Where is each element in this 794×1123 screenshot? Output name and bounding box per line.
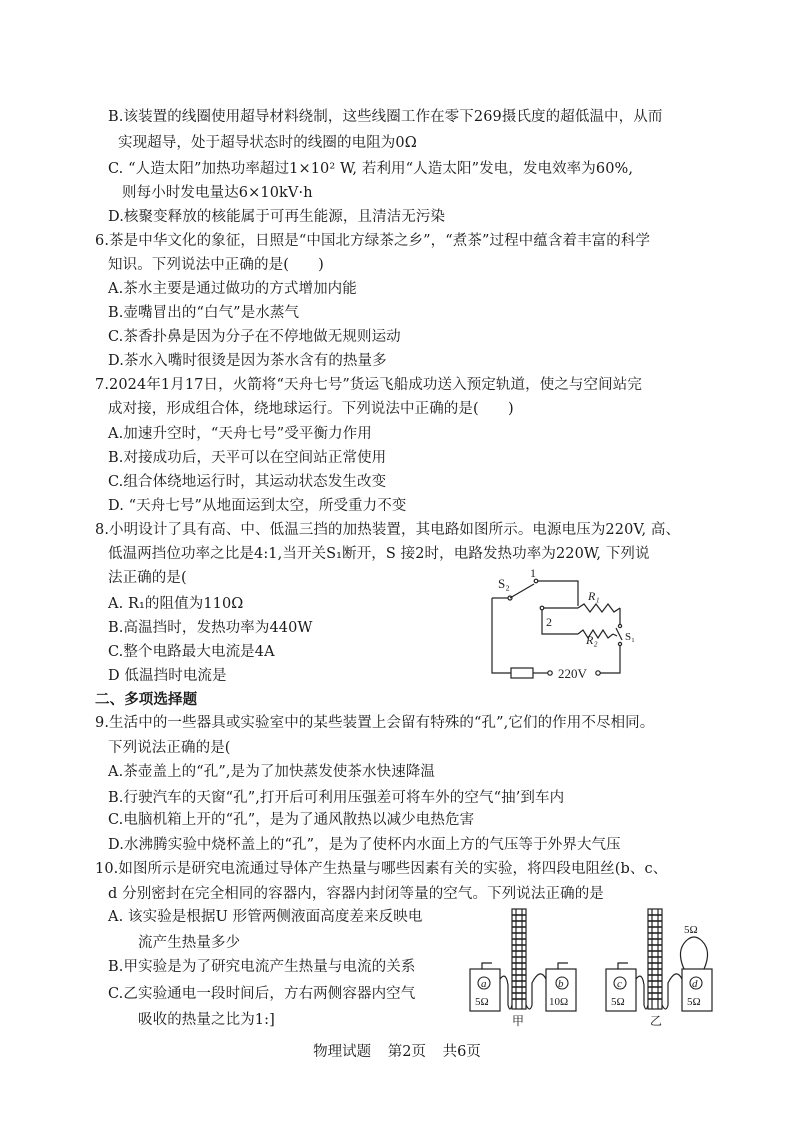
q8-option-a: A. R₁的阻值为110Ω xyxy=(108,596,244,612)
q10-fig-label-resistance-d: 5Ω xyxy=(687,996,701,1008)
q9-stem-line2: 下列说法正确的是( xyxy=(108,740,231,756)
q5-option-c-line2: 则每小时发电量达6×10kV·h xyxy=(122,185,313,201)
q7-option-c: C.组合体绕地运行时，其运动状态发生改变 xyxy=(108,474,387,490)
q8-fig-label-s1: S₁ xyxy=(625,631,635,643)
q10-fig-label-b: b xyxy=(558,978,564,990)
q5-option-b-line2: 实现超导，处于超导状态时的线圈的电阻为0Ω xyxy=(118,135,417,151)
q10-fig-label-a: a xyxy=(481,978,487,990)
q9-option-b: B.行驶汽车的天窗“孔”,打开后可利用压强差可将车外的空气“抽’到车内 xyxy=(108,790,565,806)
q5-option-b-line1: B.该装置的线圈使用超导材料绕制，这些线圈工作在零下269摄氏度的超低温中，从而 xyxy=(108,109,663,125)
q8-fig-label-s2: S₂ xyxy=(498,576,510,591)
q8-fig-label-r1: R₁ xyxy=(588,589,600,603)
q10-fig-label-jia: 甲 xyxy=(512,1014,525,1028)
q8-fig-label-contact-1: 1 xyxy=(530,568,536,580)
q10-fig-label-d: d xyxy=(692,978,698,990)
q8-stem-line1: 8.小明设计了具有高、中、低温三挡的加热装置，其电路如图所示。电源电压为220V, 高、 xyxy=(95,522,681,538)
q6-stem-line1: 6.茶是中华文化的象征，日照是“中国北方绿茶之乡”，“煮茶”过程中蕴含着丰富的科学 xyxy=(95,233,651,249)
q7-stem-line1: 7.2024年1月17日，火箭将“天舟七号”货运飞船成功送入预定轨道，使之与空间站完 xyxy=(95,377,642,393)
q10-fig-label-resistance-top: 5Ω xyxy=(684,924,698,936)
page-footer xyxy=(0,1040,794,1061)
q10-stem-line1: 10.如图所示是研究电流通过导体产生热量与哪些因素有关的实验，将四段电阻丝(b、c、 xyxy=(95,861,668,877)
q8-circuit-diagram xyxy=(486,568,646,686)
q8-fig-label-voltage: 220V xyxy=(558,666,587,681)
q7-stem-line2: 成对接，形成组合体，绕地球运行。下列说法中正确的是( ) xyxy=(108,401,514,417)
q7-option-a: A.加速升空时，“天舟七号”受平衡力作用 xyxy=(108,426,372,442)
q8-option-d: D 低温挡时电流是 xyxy=(108,668,227,684)
q9-option-a: A.茶壶盖上的“孔”,是为了加快蒸发使茶水快速降温 xyxy=(108,764,436,780)
footer-page-number: 第2页 xyxy=(387,1044,426,1060)
q10-fig-label-c: c xyxy=(617,978,622,990)
q6-option-b: B.壶嘴冒出的“白气”是水蒸气 xyxy=(108,305,300,321)
q6-option-c: C.茶香扑鼻是因为分子在不停地做无规则运动 xyxy=(108,329,401,345)
q8-stem-line2: 低温两挡位功率之比是4:1,当开关S₁断开，S 接2时，电路发热功率为220W, 下列说 xyxy=(108,546,650,562)
q6-option-a: A.茶水主要是通过做功的方式增加内能 xyxy=(108,281,357,297)
q8-fig-label-contact-2: 2 xyxy=(546,615,552,629)
q8-option-c: C.整个电路最大电流是4A xyxy=(108,644,275,660)
q7-option-b: B.对接成功后，天平可以在空间站正常使用 xyxy=(108,450,387,466)
q5-option-d: D.核聚变释放的核能属于可再生能源，且清洁无污染 xyxy=(108,209,446,225)
q8-stem-line3: 法正确的是( xyxy=(108,570,187,586)
section-heading-multiple-choice: 二、多项选择题 xyxy=(95,692,198,708)
q8-fig-label-r2: R₂ xyxy=(586,633,598,647)
q10-fig-label-resistance-a: 5Ω xyxy=(475,996,489,1008)
q10-fig-label-resistance-b: 10Ω xyxy=(549,996,569,1008)
q10-stem-line2: d 分别密封在完全相同的容器内，容器内封闭等量的空气。下列说法正确的是 xyxy=(108,886,604,902)
q10-u-tube-rungs xyxy=(512,915,662,999)
q10-fig-label-resistance-c: 5Ω xyxy=(611,996,625,1008)
q6-stem-line2: 知识。下列说法中正确的是( ) xyxy=(108,257,324,273)
q8-option-b: B.高温挡时，发热功率为440W xyxy=(108,620,313,636)
footer-subject: 物理试题 xyxy=(313,1044,372,1060)
q7-option-d: D. “天舟七号”从地面运到太空，所受重力不变 xyxy=(108,498,407,514)
footer-total-pages: 共6页 xyxy=(442,1044,481,1060)
q5-option-c-line1: C. “人造太阳”加热功率超过1×10² W, 若利用“人造太阳”发电，发电效率为60%, xyxy=(108,161,634,177)
q10-fig-label-yi: 乙 xyxy=(650,1014,663,1028)
q10-apparatus-diagram xyxy=(462,905,724,1031)
q10-option-a-line1: A. 该实验是根据U 形管两侧液面高度差来反映电 xyxy=(108,909,423,925)
q10-option-b: B.甲实验是为了研究电流产生热量与电流的关系 xyxy=(108,959,416,975)
q6-option-d: D.茶水入嘴时很烫是因为茶水含有的热量多 xyxy=(108,353,387,369)
q10-option-a-line2: 流产生热量多少 xyxy=(138,935,241,951)
q10-option-c-line2: 吸收的热量之比为1:] xyxy=(138,1012,275,1028)
q9-option-c: C.电脑机箱上开的“孔”，是为了通风散热以减少电热危害 xyxy=(108,812,475,828)
q10-option-c-line1: C.乙实验通电一段时间后，方右两侧容器内空气 xyxy=(108,986,416,1002)
q9-option-d: D.水沸腾实验中烧杯盖上的“孔”，是为了使杯内水面上方的气压等于外界大气压 xyxy=(108,837,621,853)
q9-stem-line1: 9.生活中的一些器具或实验室中的某些装置上会留有特殊的“孔”,它们的作用不尽相同。 xyxy=(95,715,655,731)
